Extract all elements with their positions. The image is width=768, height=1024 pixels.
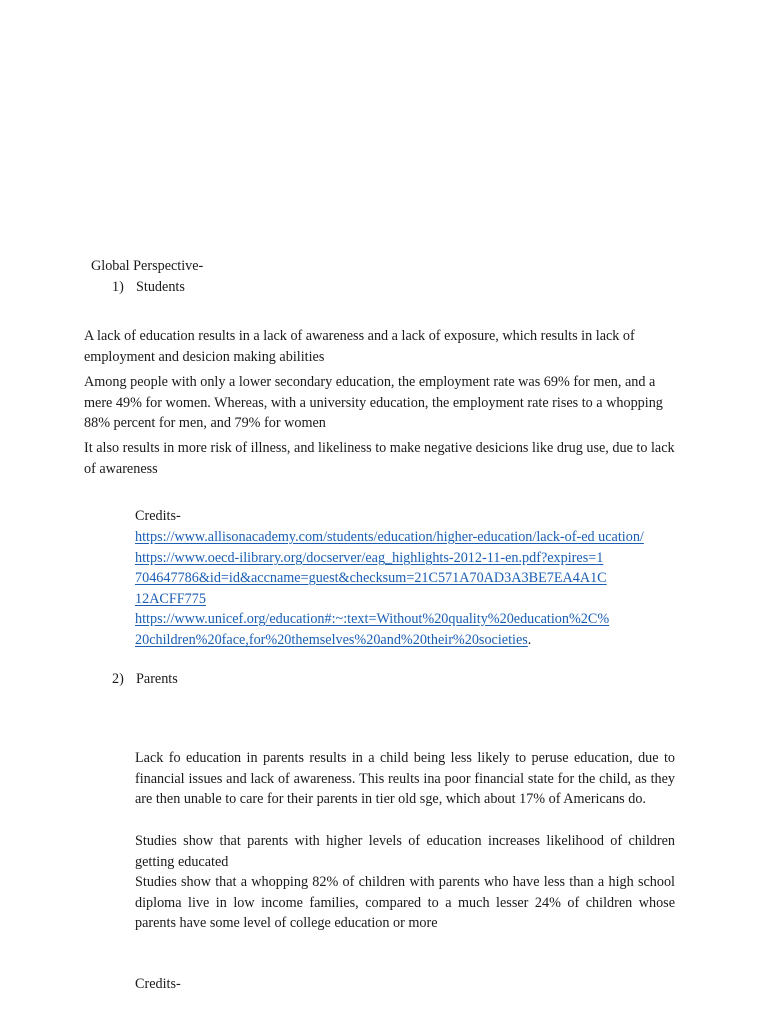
section-heading: Global Perspective- (91, 258, 204, 274)
trailing-period: . (527, 632, 532, 648)
reference-link[interactable]: https://www.unicef.org/education#:~:text=Without%20quality%20education%2C% (135, 611, 610, 627)
reference-link[interactable]: 20children%20face,for%20themselves%20and%20their%20societies (135, 632, 528, 648)
reference-link[interactable]: https://www.oecd-ilibrary.org/docserver/eag_highlights-2012-11-en.pdf?expires=1 (135, 550, 604, 566)
list-number: 1) (112, 279, 124, 295)
reference-link[interactable]: 704647786&id=id&accname=guest&checksum=21C571A70AD3A3BE7EA4A1C (135, 570, 607, 586)
paragraph: It also results in more risk of illness, and likeliness to make negative desicions like drug use, due to lack of awareness (84, 440, 675, 477)
paragraph: A lack of education results in a lack of awareness and a lack of exposure, which results in lack of employment and desicion making abilities (84, 328, 635, 365)
credits-label: Credits- (135, 508, 181, 524)
paragraph: Studies show that a whopping 82% of children with parents who have less than a high school diploma live in low income families, compared to a much lesser 24% of children whose parents have some level of college education or more (135, 874, 675, 932)
paragraph: Among people with only a lower secondary education, the employment rate was 69% for men, and a mere 49% for women. Whereas, with a university education, the employment rate rises to a whopping 88% percent for men, and 79% for women (84, 374, 663, 432)
credits-label: Credits- (135, 976, 181, 992)
reference-line (135, 630, 531, 650)
list-number: 2) (112, 671, 124, 687)
paragraph: Lack fo education in parents results in a child being less likely to peruse education, due to financial issues and lack of awareness. This reults ina poor financial state for the child, as they are then unable to care for their parents in tier old sge, which about 17% of Americans do. (135, 750, 675, 808)
list-item-title: Students (136, 279, 185, 295)
paragraph: Studies show that parents with higher levels of education increases likelihood of children getting educated (135, 833, 675, 870)
list-item-title: Parents (136, 671, 178, 687)
reference-link[interactable]: https://www.allisonacademy.com/students/education/higher-education/lack-of-ed ucation/ (135, 529, 644, 545)
reference-link[interactable]: 12ACFF775 (135, 591, 206, 607)
